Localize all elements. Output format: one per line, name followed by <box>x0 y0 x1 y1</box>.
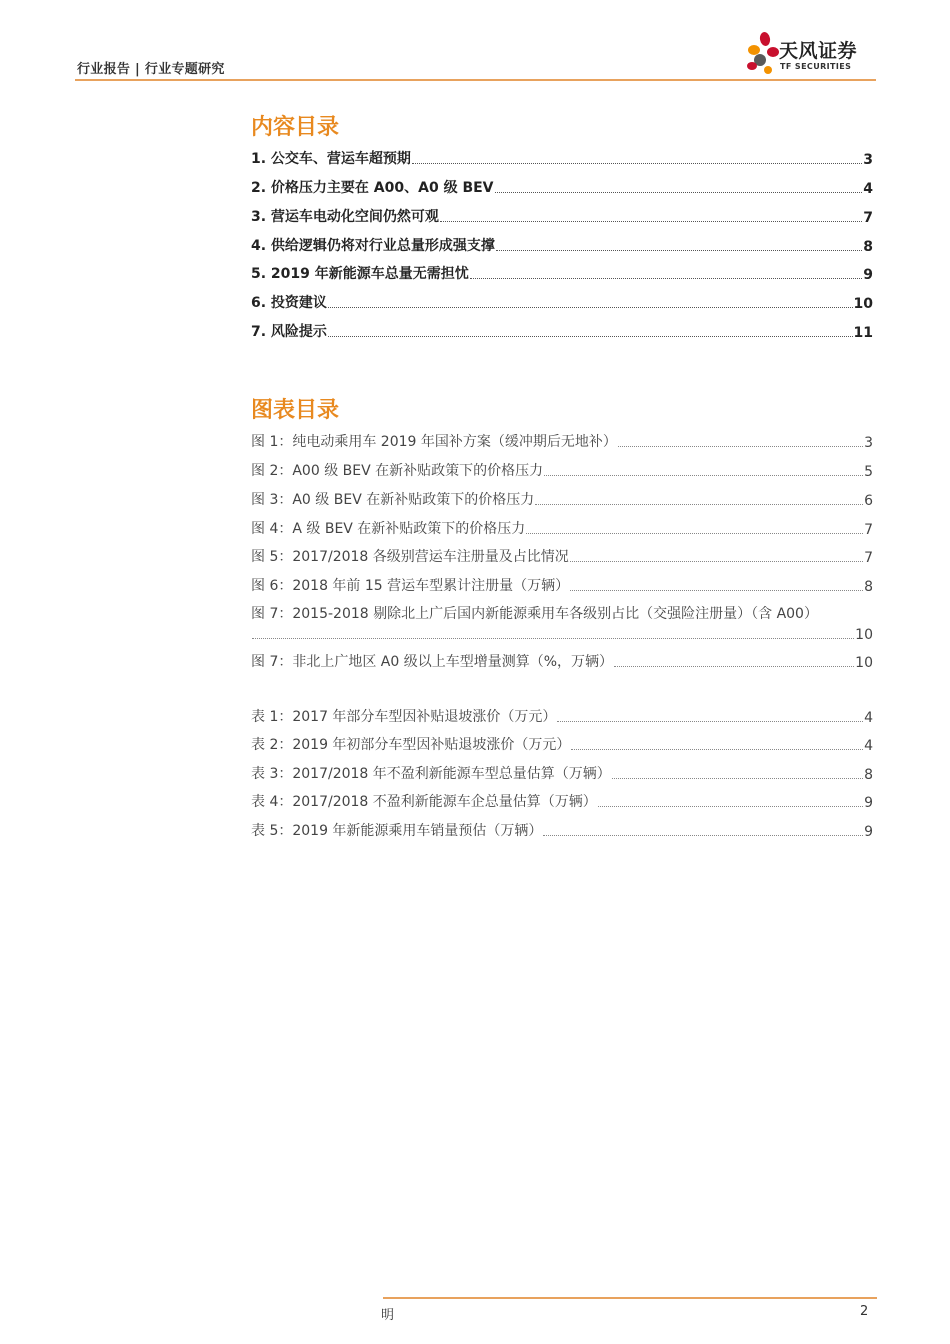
toc-entry-label: 4. 供给逻辑仍将对行业总量形成强支撑 <box>251 238 495 254</box>
figure-entry-page: 10 <box>855 655 873 671</box>
dot-leader <box>252 637 854 639</box>
dot-leader <box>544 474 863 476</box>
figure-entry[interactable] <box>251 431 873 451</box>
toc-entry[interactable] <box>251 321 873 341</box>
dot-leader <box>614 665 854 667</box>
figure-entry-page: 8 <box>864 579 873 595</box>
figure-entry-wrapped-continuation[interactable] <box>251 623 873 643</box>
table-entry-page: 4 <box>864 738 873 754</box>
table-entry-label: 表 5：2019 年新能源乘用车销量预估（万辆） <box>251 823 543 839</box>
toc-entry-label: 3. 营运车电动化空间仍然可观 <box>251 209 439 225</box>
table-entry[interactable] <box>251 706 873 726</box>
figure-entry-page: 7 <box>864 522 873 538</box>
dot-leader <box>440 220 862 222</box>
toc-entry[interactable] <box>251 235 873 255</box>
figure-entry-page: 3 <box>864 435 873 451</box>
figure-entry-label: 图 5：2017/2018 各级别营运车注册量及占比情况 <box>251 549 569 565</box>
table-entry-page: 9 <box>864 824 873 840</box>
table-entry-label: 表 1：2017 年部分车型因补贴退坡涨价（万元） <box>251 709 557 725</box>
toc-entry-label: 6. 投资建议 <box>251 295 327 311</box>
toc-entry-label: 2. 价格压力主要在 A00、A0 级 BEV <box>251 180 494 196</box>
table-entry[interactable] <box>251 763 873 783</box>
dot-leader <box>535 503 863 505</box>
figure-entry-page: 10 <box>855 627 873 643</box>
table-entry-label: 表 3：2017/2018 年不盈利新能源车型总量估算（万辆） <box>251 766 611 782</box>
table-entry[interactable] <box>251 791 873 811</box>
figure-entry-label: 图 1：纯电动乘用车 2019 年国补方案（缓冲期后无地补） <box>251 434 617 450</box>
toc-entry[interactable] <box>251 177 873 197</box>
figure-entry[interactable] <box>251 575 873 595</box>
figure-entry[interactable] <box>251 460 873 480</box>
company-logo <box>746 30 881 85</box>
toc-entry-page: 8 <box>863 239 873 255</box>
toc-entry[interactable] <box>251 263 873 283</box>
figure-entry-label: 图 7：非北上广地区 A0 级以上车型增量测算（%，万辆） <box>251 654 614 670</box>
toc-entry-page: 7 <box>863 210 873 226</box>
figure-entry[interactable] <box>251 489 873 509</box>
logo-chinese-name: 天风证券 <box>779 40 858 62</box>
dot-leader <box>328 306 853 308</box>
dot-leader <box>571 748 863 750</box>
figure-entry-label: 图 4：A 级 BEV 在新补贴政策下的价格压力 <box>251 521 526 537</box>
toc-entry-label: 1. 公交车、营运车超预期 <box>251 151 411 167</box>
dot-leader <box>526 532 863 534</box>
header-breadcrumb: 行业报告 | 行业专题研究 <box>77 62 225 77</box>
dot-leader <box>557 720 863 722</box>
toc-entry-page: 11 <box>853 325 873 341</box>
table-entry-page: 4 <box>864 710 873 726</box>
table-entry-page: 9 <box>864 795 873 811</box>
figure-entry-page: 7 <box>864 550 873 566</box>
figure-entry[interactable] <box>251 518 873 538</box>
figures-title: 图表目录 <box>251 398 340 423</box>
dot-leader <box>598 805 863 807</box>
dot-leader <box>543 834 863 836</box>
dot-leader <box>495 191 863 193</box>
toc-entry-page: 9 <box>863 267 873 283</box>
dot-leader <box>412 162 862 164</box>
toc-entry[interactable] <box>251 292 873 312</box>
figure-entry-page: 6 <box>864 493 873 509</box>
figure-entry-page: 5 <box>864 464 873 480</box>
dot-leader <box>612 777 863 779</box>
toc-entry[interactable] <box>251 148 873 168</box>
contents-title: 内容目录 <box>251 115 340 140</box>
figure-entry-wrapped-label[interactable]: 图 7：2015-2018 剔除北上广后国内新能源乘用车各级别占比（交强险注册量）（含 A00） <box>251 606 818 622</box>
figure-entry-label: 图 6：2018 年前 15 营运车型累计注册量（万辆） <box>251 578 570 594</box>
figure-entry-label: 图 2：A00 级 BEV 在新补贴政策下的价格压力 <box>251 463 544 479</box>
toc-entry-label: 5. 2019 年新能源车总量无需担忧 <box>251 266 469 282</box>
toc-entry-page: 10 <box>853 296 873 312</box>
footer-divider <box>383 1297 877 1299</box>
figure-entry[interactable] <box>251 546 873 566</box>
figure-entry[interactable] <box>251 651 873 671</box>
toc-entry-label: 7. 风险提示 <box>251 324 327 340</box>
dot-leader <box>570 589 863 591</box>
toc-entry-page: 3 <box>863 152 873 168</box>
footer-text: 明 <box>381 1308 395 1323</box>
dot-leader <box>496 249 862 251</box>
table-entry-page: 8 <box>864 767 873 783</box>
table-entry-label: 表 2：2019 年初部分车型因补贴退坡涨价（万元） <box>251 737 571 753</box>
dot-leader <box>570 560 863 562</box>
dot-leader <box>328 335 853 337</box>
logo-english-name: TF SECURITIES <box>780 62 852 71</box>
dot-leader <box>470 277 862 279</box>
table-entry-label: 表 4：2017/2018 不盈利新能源车企总量估算（万辆） <box>251 794 597 810</box>
dot-leader <box>618 445 863 447</box>
table-entry[interactable] <box>251 734 873 754</box>
toc-entry-page: 4 <box>863 181 873 197</box>
toc-entry[interactable] <box>251 206 873 226</box>
page-number: 2 <box>860 1304 869 1319</box>
table-entry[interactable] <box>251 820 873 840</box>
figure-entry-label: 图 3：A0 级 BEV 在新补贴政策下的价格压力 <box>251 492 535 508</box>
